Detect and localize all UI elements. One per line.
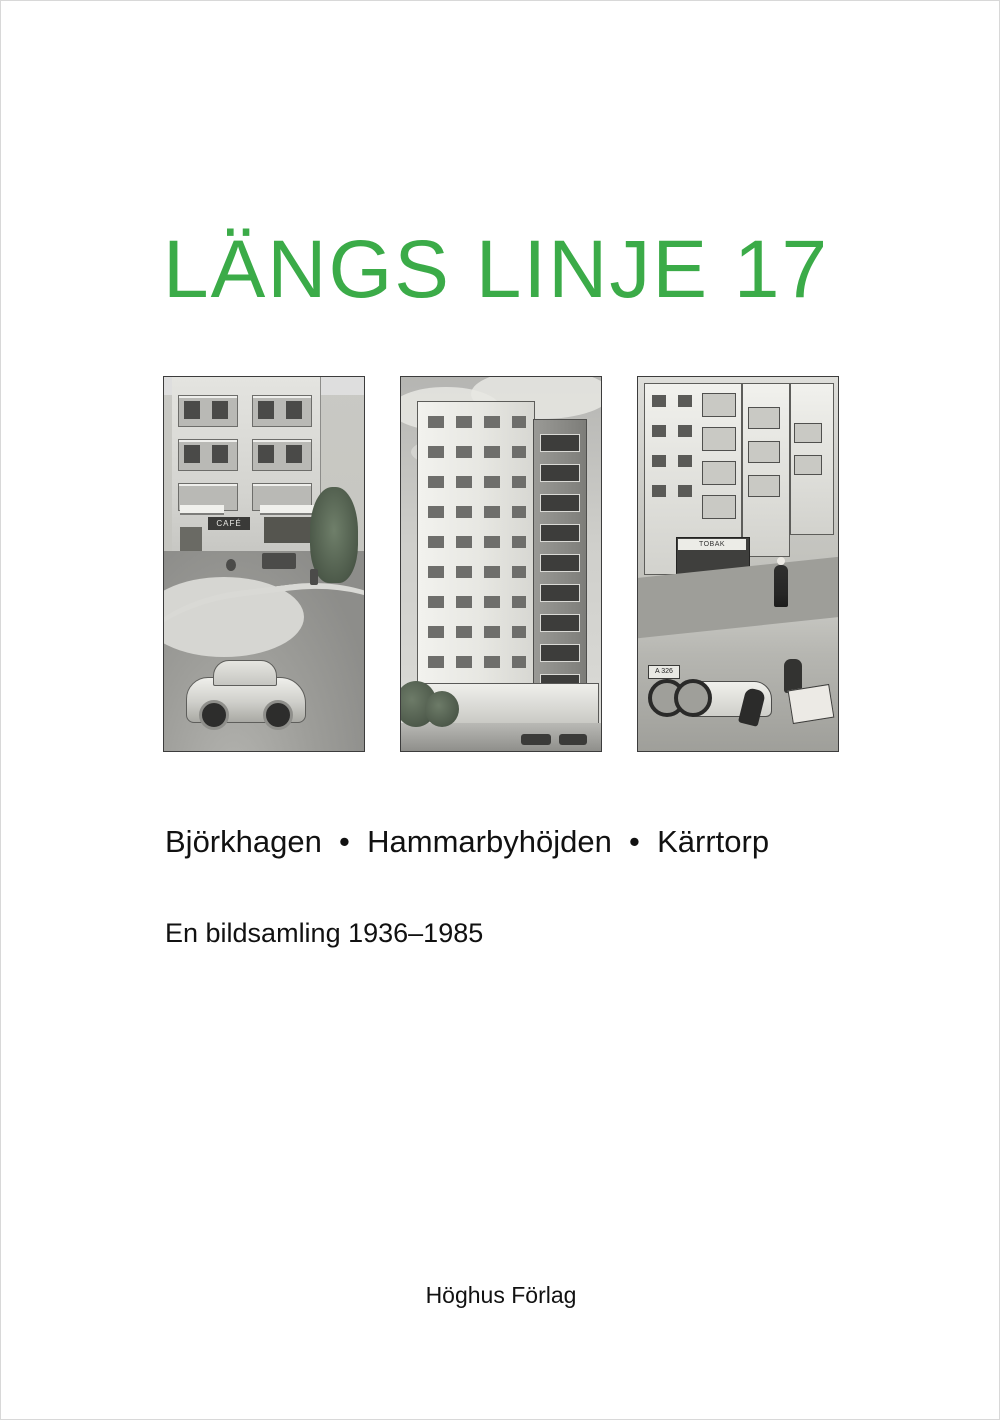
balcony: [748, 475, 780, 497]
license-plate: A 326: [648, 665, 680, 679]
cafe-sign: CAFÉ: [208, 517, 250, 530]
window: [286, 445, 302, 463]
window: [652, 455, 666, 467]
balcony: [794, 455, 822, 475]
balcony: [748, 407, 780, 429]
balcony: [794, 423, 822, 443]
tower-block: [417, 401, 535, 721]
motorcycle: [648, 681, 712, 717]
shop-awning: [180, 505, 224, 515]
photo-strip: [163, 376, 839, 752]
window: [184, 401, 200, 419]
window-grid: [418, 402, 534, 720]
window: [652, 395, 666, 407]
shop-sign: TOBAK: [678, 539, 746, 550]
shop-window: [264, 517, 314, 543]
window: [678, 455, 692, 467]
photo-street-cafe: [163, 376, 365, 752]
tower-side-facade: [533, 419, 587, 721]
shop-awning: [260, 505, 316, 515]
window: [678, 425, 692, 437]
balcony: [702, 461, 736, 485]
cyclist: [226, 559, 236, 571]
window: [212, 401, 228, 419]
window: [184, 445, 200, 463]
pedestrian: [774, 565, 788, 607]
photo-tower-block: [400, 376, 602, 752]
place-names: Björkhagen • Hammarbyhöjden • Kärrtorp: [165, 824, 770, 859]
car-wheel: [263, 700, 293, 730]
publisher-name: Höghus Förlag: [425, 1282, 577, 1308]
window: [652, 485, 666, 497]
window: [286, 401, 302, 419]
parked-vehicle: [262, 553, 296, 569]
page-title: LÄNGS LINJE 17: [163, 224, 830, 315]
balcony: [702, 495, 736, 519]
car-wheel: [199, 700, 229, 730]
window: [678, 395, 692, 407]
bush: [425, 691, 459, 727]
photo-motorcycle-street: [637, 376, 839, 752]
parked-car: [521, 734, 551, 745]
window: [652, 425, 666, 437]
vintage-car: [186, 677, 306, 723]
balcony: [748, 441, 780, 463]
parked-car: [559, 734, 587, 745]
motorcycle-wheel: [674, 679, 712, 717]
balcony: [702, 393, 736, 417]
subtitle: En bildsamling 1936–1985: [165, 918, 484, 948]
pedestrian: [310, 569, 318, 585]
balcony: [702, 427, 736, 451]
window: [258, 401, 274, 419]
window: [212, 445, 228, 463]
crate: [788, 684, 835, 724]
window: [678, 485, 692, 497]
window: [258, 445, 274, 463]
